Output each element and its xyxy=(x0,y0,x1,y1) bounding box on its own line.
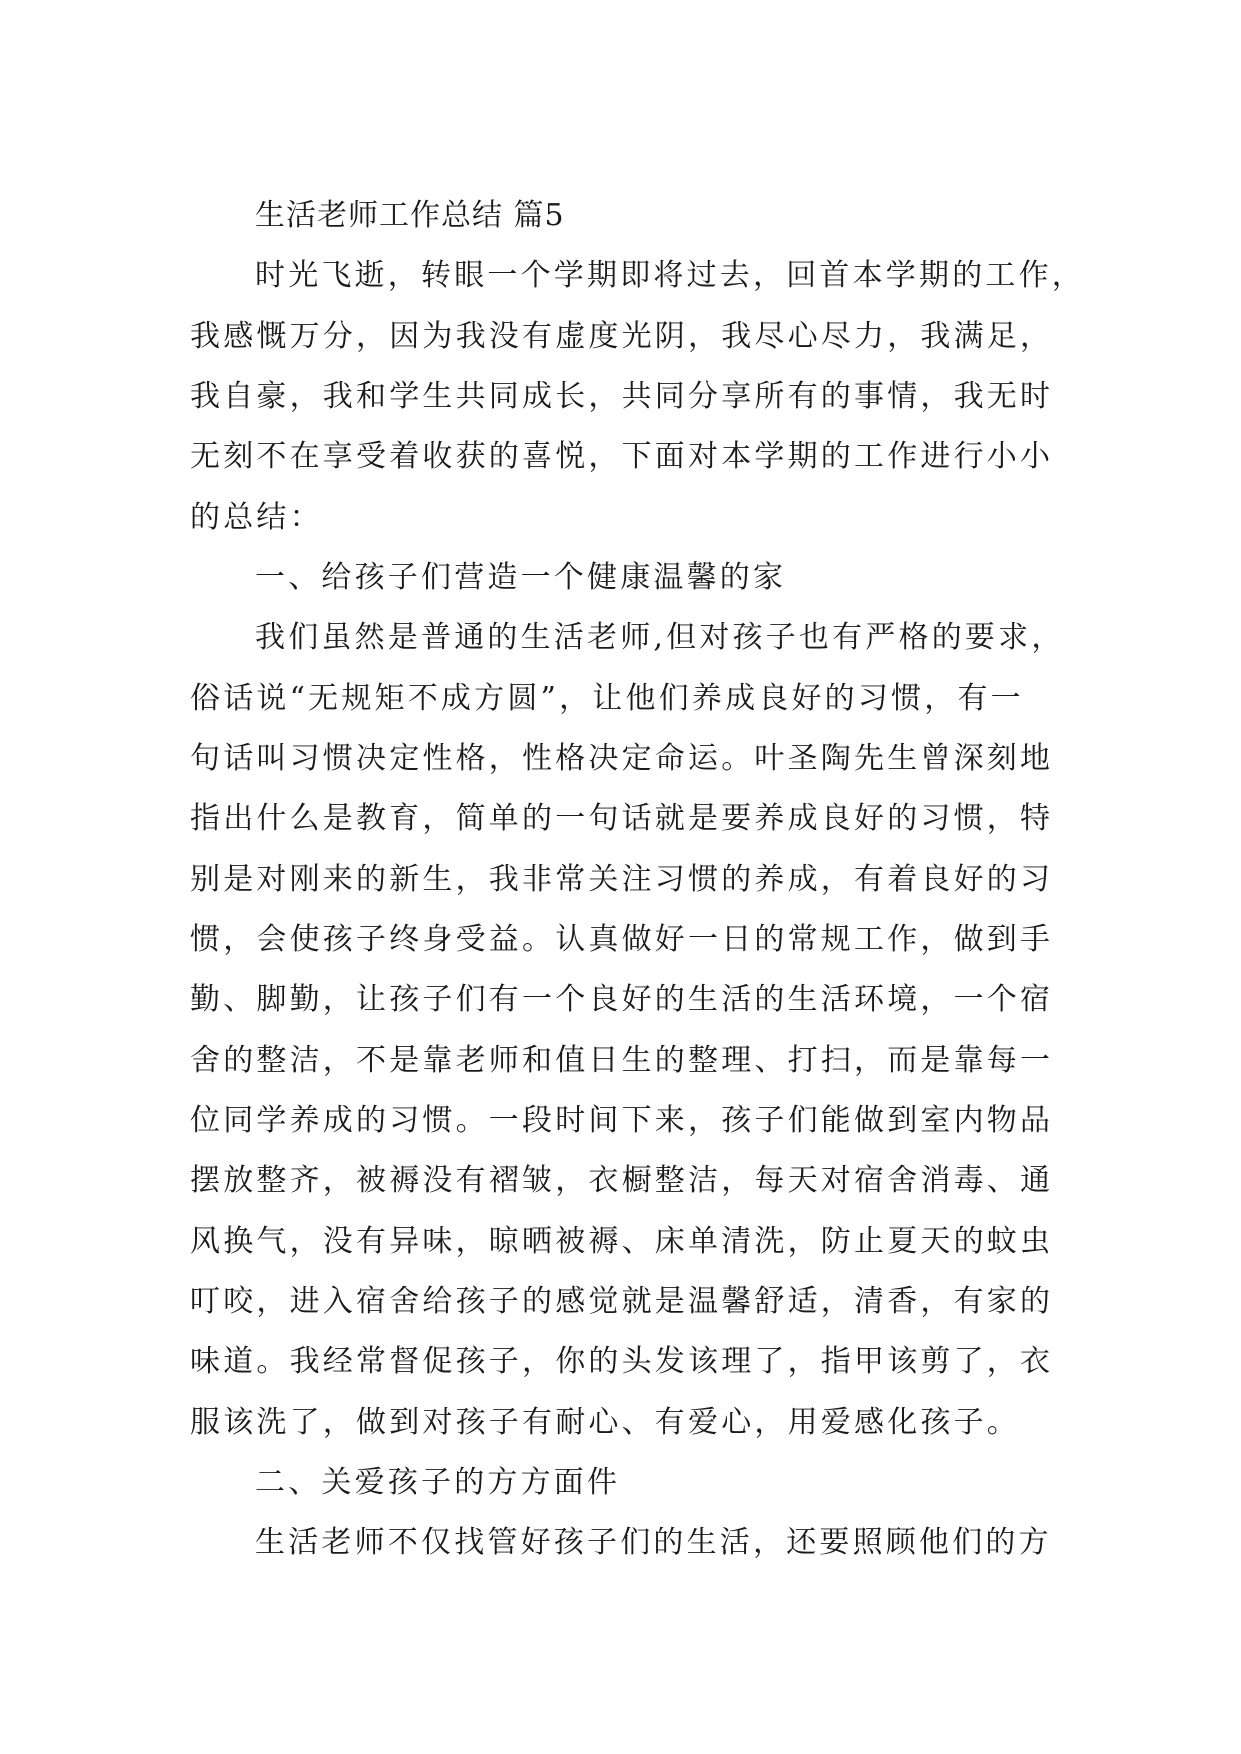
text-line: 舍的整洁，不是靠老师和值日生的整理、打扫，而是靠每一 xyxy=(190,1043,1054,1078)
text-line: 无刻不在享受着收获的喜悦，下面对本学期的工作进行小小 xyxy=(190,439,1054,474)
text-line: 句话叫习惯决定性格，性格决定命运。叶圣陶先生曾深刻地 xyxy=(190,741,1054,776)
text-line: 惯，会使孩子终身受益。认真做好一日的常规工作，做到手 xyxy=(190,922,1054,957)
text-line: 风换气，没有异味，晾晒被褥、床单清洗，防止夏天的蚊虫 xyxy=(190,1224,1054,1259)
document-title: 生活老师工作总结 篇5 xyxy=(255,198,565,233)
text-line: 俗话说“无规矩不成方圆”，让他们养成良好的习惯，有一 xyxy=(190,681,1024,716)
text-line: 生活老师不仅找管好孩子们的生活，还要照顾他们的方 xyxy=(255,1525,1052,1560)
section-heading-2: 二、关爱孩子的方方面件 xyxy=(255,1465,621,1500)
text-line: 指出什么是教育，简单的一句话就是要养成良好的习惯，特 xyxy=(190,801,1054,836)
section-heading-1: 一、给孩子们营造一个健康温馨的家 xyxy=(255,560,787,595)
text-line: 服该洗了，做到对孩子有耐心、有爱心，用爱感化孩子。 xyxy=(190,1405,1020,1440)
text-line: 味道。我经常督促孩子，你的头发该理了，指甲该剪了，衣 xyxy=(190,1344,1054,1379)
text-line: 时光飞逝，转眼一个学期即将过去，回首本学期的工作， xyxy=(255,258,1085,293)
text-line: 位同学养成的习惯。一段时间下来，孩子们能做到室内物品 xyxy=(190,1103,1054,1138)
text-line: 别是对刚来的新生，我非常关注习惯的养成，有着良好的习 xyxy=(190,862,1054,897)
text-line: 的总结： xyxy=(190,500,323,535)
text-line: 勤、脚勤，让孩子们有一个良好的生活的生活环境，一个宿 xyxy=(190,982,1054,1017)
text-line: 摆放整齐，被褥没有褶皱，衣橱整洁，每天对宿舍消毒、通 xyxy=(190,1163,1054,1198)
text-line: 我感慨万分，因为我没有虚度光阴，我尽心尽力，我满足， xyxy=(190,319,1054,354)
text-line: 叮咬，进入宿舍给孩子的感觉就是温馨舒适，清香，有家的 xyxy=(190,1284,1054,1319)
text-line: 我们虽然是普通的生活老师,但对孩子也有严格的要求， xyxy=(255,620,1065,655)
text-line: 我自豪，我和学生共同成长，共同分享所有的事情，我无时 xyxy=(190,379,1054,414)
